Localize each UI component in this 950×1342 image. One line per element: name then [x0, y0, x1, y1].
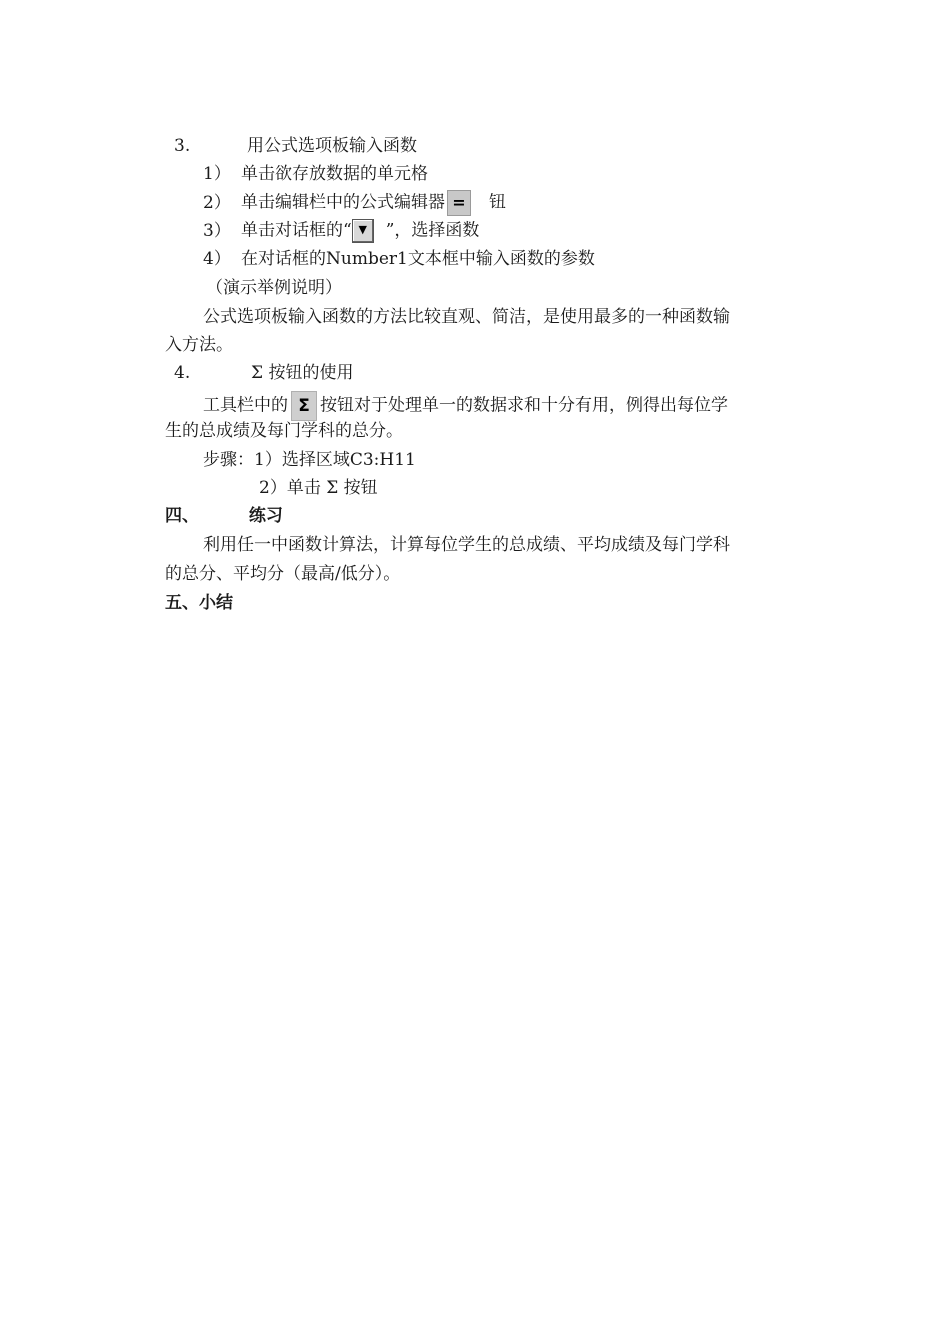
section4-number: 4.	[174, 363, 191, 383]
section3-step-1	[203, 163, 428, 185]
section3-step-3	[203, 219, 479, 243]
exercise-paragraph-line1: 利用任一中函数计算法，计算每位学生的总成绩、平均成绩及每门学科	[203, 535, 730, 555]
steps-step-2: 2）单击 Σ 按钮	[259, 478, 378, 498]
steps-label: 步骤：1）选择区域C3:H11	[203, 450, 416, 470]
step-text-after: ”，选择函数	[385, 220, 480, 241]
formula-editor-button[interactable]: =	[447, 190, 471, 216]
paragraph-text: 工具栏中的	[203, 395, 288, 416]
exercise-paragraph-line2: 的总分、平均分（最高/低分）。	[165, 564, 401, 584]
step-number: 2）	[203, 192, 231, 213]
step-text: 单击欲存放数据的单元格	[241, 164, 428, 184]
section3-number: 3.	[174, 136, 191, 156]
section3-heading	[174, 135, 417, 157]
autosum-sigma-button[interactable]: Σ	[291, 391, 317, 421]
step-number: 3）	[203, 220, 231, 241]
step-number: 1）	[203, 164, 231, 184]
exercise-title: 练习	[248, 506, 283, 526]
section4-heading	[174, 362, 353, 384]
section3-paragraph-line1: 公式选项板输入函数的方法比较直观、简洁，是使用最多的一种函数输	[203, 307, 730, 327]
step-text: 在对话框的Number1文本框中输入函数的参数	[241, 249, 595, 269]
step-text: 单击对话框的“	[241, 220, 352, 241]
section4-paragraph-line2: 生的总成绩及每门学科的总分。	[165, 421, 403, 441]
step-text: 单击编辑栏中的公式编辑器	[241, 192, 445, 213]
section4-title: Σ 按钮的使用	[251, 363, 354, 383]
paragraph-text-after: 按钮对于处理单一的数据求和十分有用，例得出每位学	[320, 395, 728, 416]
section3-step-4	[203, 248, 595, 270]
step-text-after: 钮	[489, 192, 506, 213]
exercise-heading	[165, 505, 283, 527]
step-number: 4）	[203, 249, 231, 269]
demo-note: （演示举例说明）	[206, 278, 342, 298]
section3-paragraph-line2: 入方法。	[165, 335, 233, 355]
section4-paragraph-line1	[203, 391, 728, 421]
section3-title: 用公式选项板输入函数	[247, 136, 418, 156]
section3-step-2	[203, 190, 506, 216]
exercise-number: 四、	[165, 506, 199, 526]
summary-heading: 五、小结	[165, 593, 233, 613]
dropdown-arrow-button[interactable]: ▼	[352, 219, 374, 243]
